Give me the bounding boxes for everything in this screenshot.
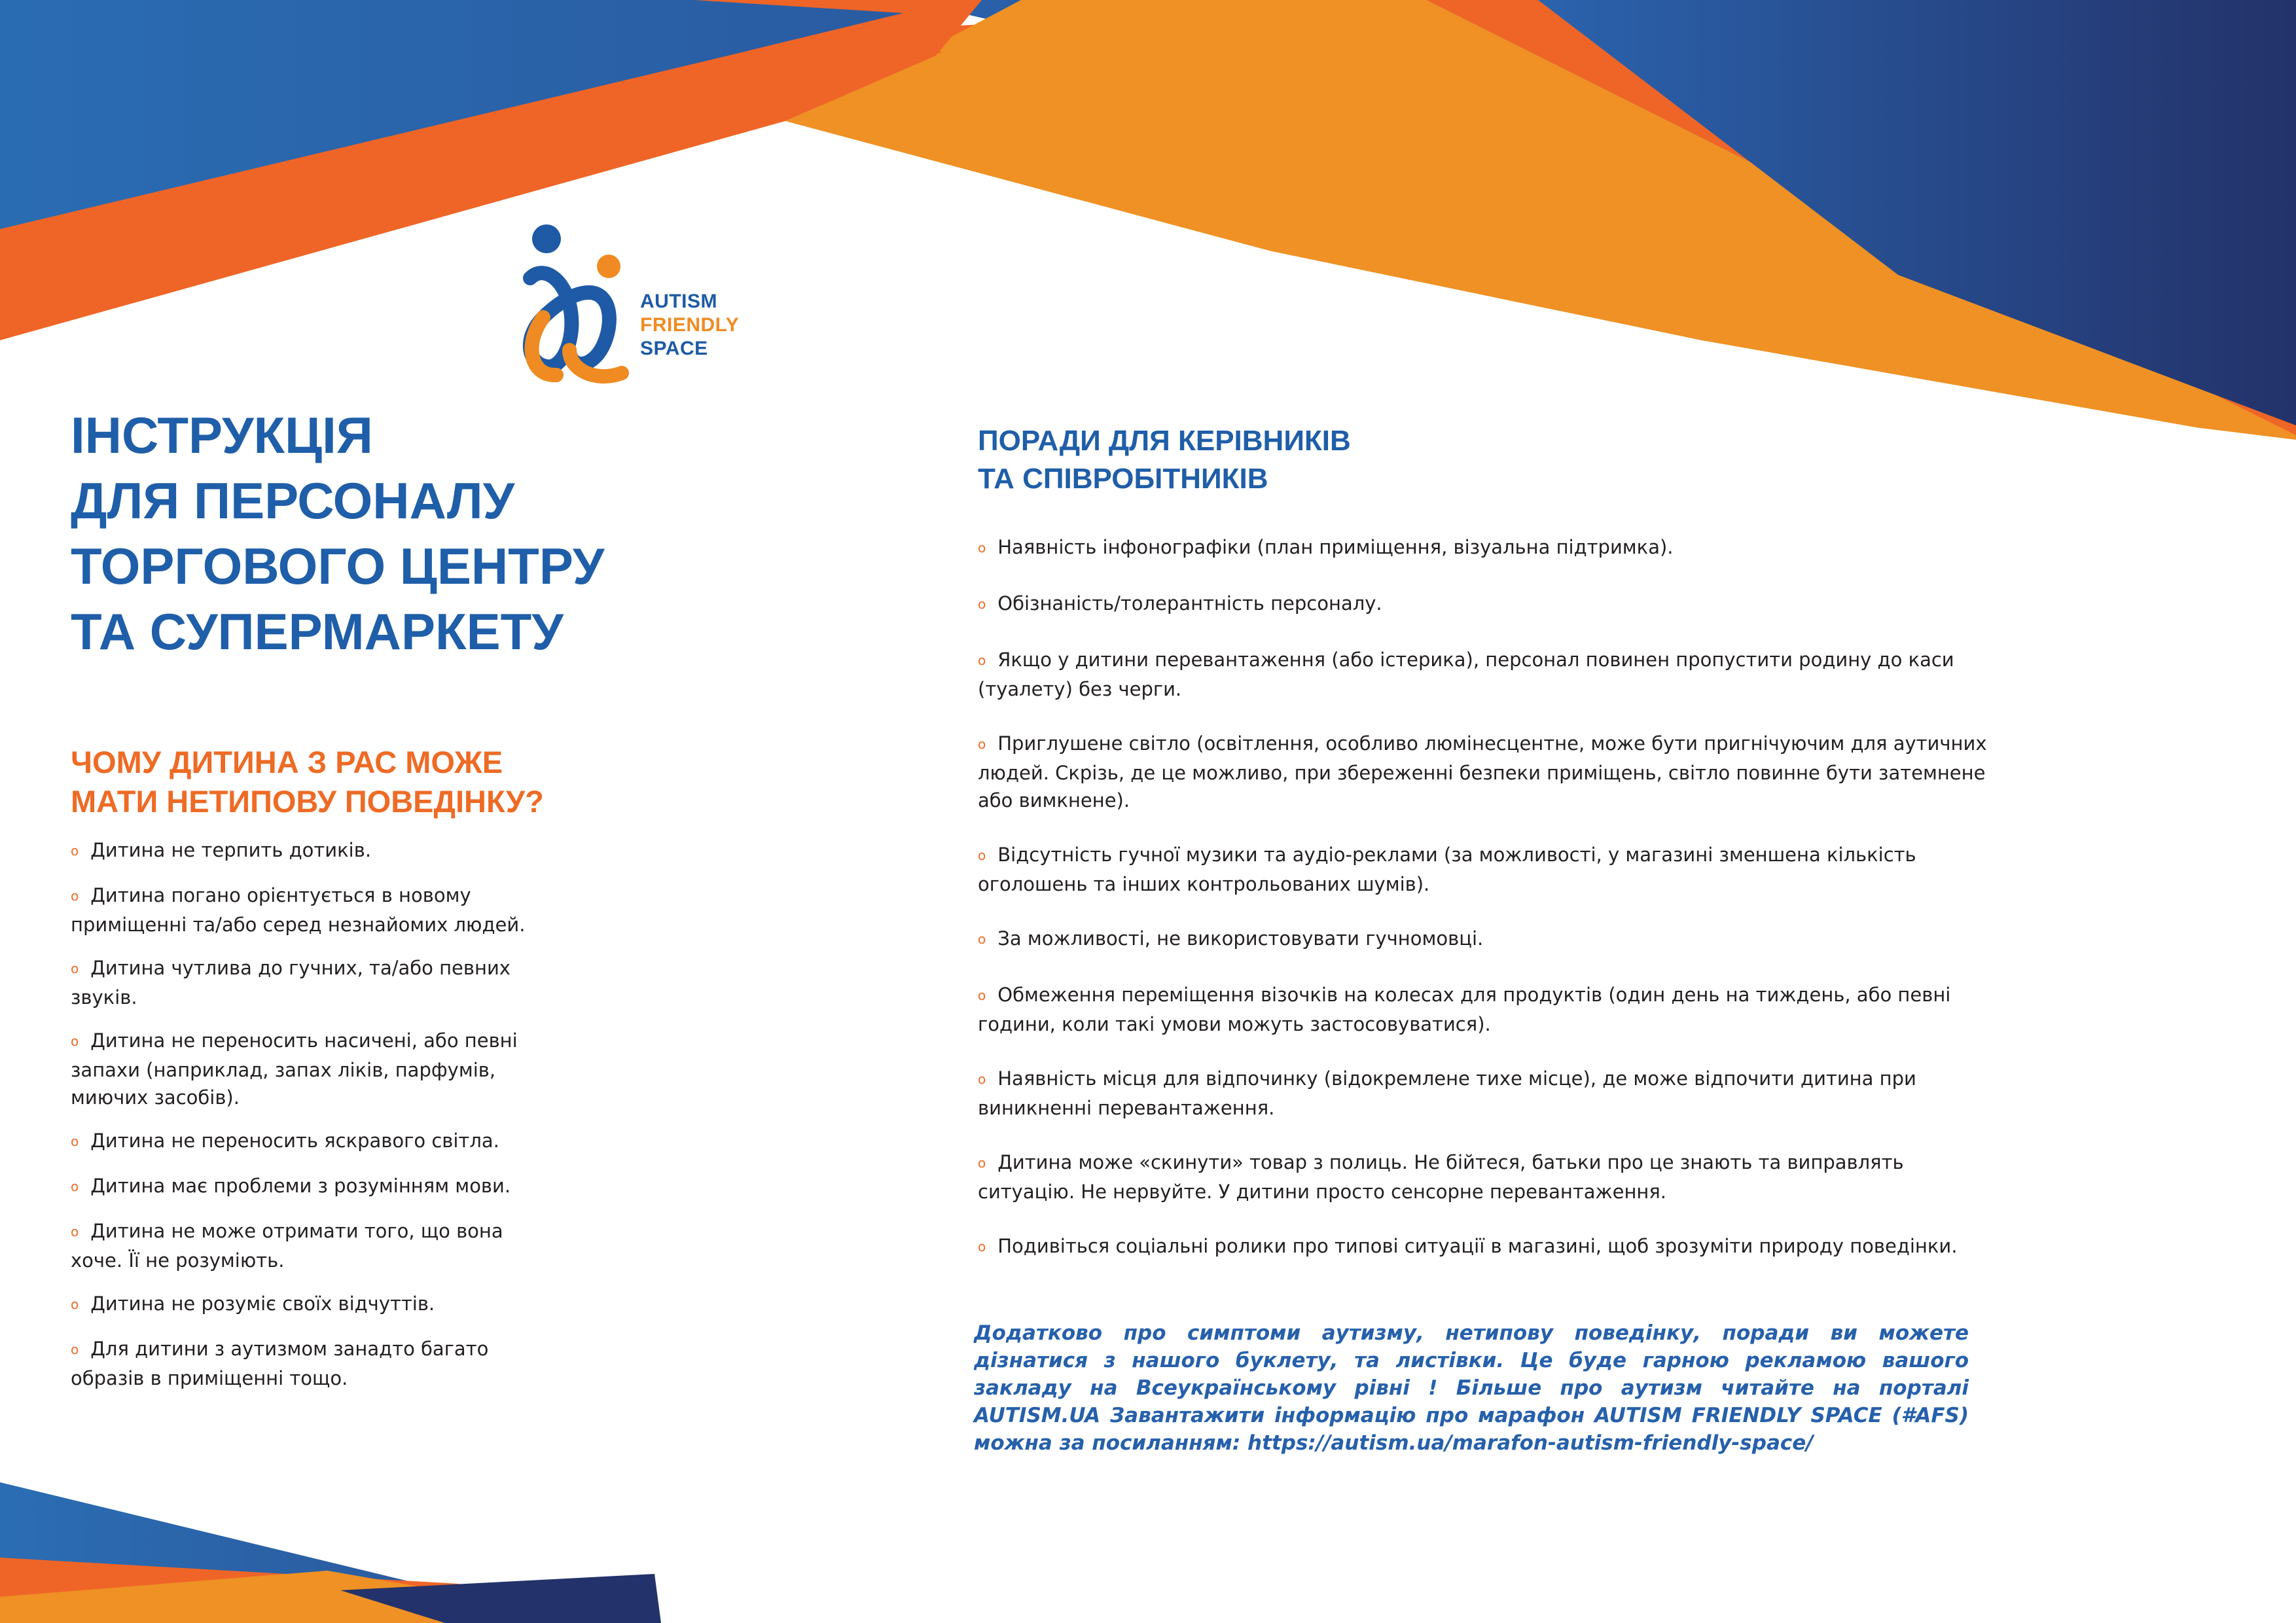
tips-heading bbox=[978, 422, 1351, 498]
bullet-icon: o bbox=[71, 843, 79, 859]
title-line: ТА СУПЕРМАРКЕТУ bbox=[71, 603, 564, 660]
bullet-icon: o bbox=[71, 1296, 79, 1312]
list-item bbox=[978, 730, 1999, 814]
bullet-icon: o bbox=[978, 652, 986, 668]
bullet-icon: o bbox=[978, 847, 986, 863]
list-item-text: Дитина може «скинути» товар з полиць. Не бійтеся, батьки про це знають та виправлять ситуацію. Не нервуйте. У дитини просто сенсорне перевантаження. bbox=[978, 1151, 1904, 1203]
list-item bbox=[978, 925, 1999, 954]
list-item bbox=[978, 981, 1999, 1038]
list-item bbox=[71, 1027, 529, 1111]
list-item-text: Дитина погано орієнтується в новому приміщенні та/або серед незнайомих людей. bbox=[71, 884, 526, 936]
bullet-icon: o bbox=[978, 540, 986, 556]
list-item-text: Дитина не терпить дотиків. bbox=[90, 839, 372, 861]
list-item-text: Наявність місця для відпочинку (відокремлене тихе місце), де може відпочити дитина при виникненні перевантаження. bbox=[978, 1067, 1916, 1119]
list-item bbox=[71, 954, 529, 1011]
logo-text-friendly: FRIENDLY bbox=[640, 314, 740, 336]
list-item bbox=[71, 882, 529, 938]
list-item bbox=[71, 836, 529, 866]
list-item bbox=[71, 1335, 529, 1392]
list-item-text: Дитина не переносить яскравого світла. bbox=[90, 1130, 499, 1152]
list-item-text: Обмеження переміщення візочків на колесах для продуктів (один день на тиждень, або певні години, коли такі умови можуть застосовуватися). bbox=[978, 984, 1951, 1035]
list-item bbox=[978, 590, 1999, 619]
list-item-text: Дитина не розуміє своїх відчуттів. bbox=[90, 1293, 435, 1315]
additional-info-paragraph: Додатково про симптоми аутизму, нетипову поведінку, поради ви можете дізнатися з нашого буклету, та листівки. Це буде гарною рекламою вашого закладу на Всеукраїнському рівні ! Більше про аутизм читайте на порталі AUTISM.UA Завантажити інформацію про марафон AUTISM FRIENDLY SPACE (#AFS) можна за посиланням: https://autism.ua/marafon-autism-friendly-space/ bbox=[974, 1321, 1969, 1455]
list-item bbox=[71, 1217, 529, 1274]
list-item bbox=[978, 533, 1999, 563]
why-atypical-behavior-heading bbox=[71, 743, 544, 821]
list-item bbox=[71, 1290, 529, 1319]
bullet-icon: o bbox=[978, 596, 986, 612]
list-item bbox=[978, 1149, 1999, 1205]
list-item-text: Приглушене світло (освітлення, особливо люмінесцентне, може бути пригнічуючим для аутичних людей. Скрізь, де це можливо, при збереженні безпеки приміщень, світло повинне бути затемнене або вимкнене). bbox=[978, 732, 1987, 812]
reasons-list bbox=[71, 836, 529, 1408]
bullet-icon: o bbox=[71, 961, 79, 976]
logo-text bbox=[640, 290, 739, 361]
bullet-icon: o bbox=[71, 888, 79, 904]
list-item-text: За можливості, не використовувати гучномовці. bbox=[997, 927, 1484, 950]
list-item bbox=[978, 841, 1999, 898]
list-item bbox=[71, 1127, 529, 1156]
logo-figure-icon bbox=[517, 219, 635, 389]
list-item-text: Для дитини з аутизмом занадто багато образів в приміщенні тощо. bbox=[71, 1338, 489, 1389]
bullet-icon: o bbox=[978, 931, 986, 947]
bullet-icon: o bbox=[978, 1155, 986, 1171]
logo-text-autism: AUTISM bbox=[640, 291, 717, 312]
list-item-text: Відсутність гучної музики та аудіо-реклами (за можливості, у магазині зменшена кількість оголошень та інших контрольованих шумів). bbox=[978, 844, 1916, 895]
heading-line: ПОРАДИ ДЛЯ КЕРІВНИКІВ bbox=[978, 425, 1351, 457]
list-item-text: Обізнаність/толерантність персоналу. bbox=[997, 592, 1382, 615]
list-item bbox=[978, 646, 1999, 703]
autism-friendly-space-logo bbox=[517, 219, 766, 389]
list-item-text: Дитина не переносить насичені, або певні запахи (наприклад, запах ліків, парфумів, миючих засобів). bbox=[71, 1029, 518, 1109]
list-item-text: Дитина не може отримати того, що вона хоче. Її не розуміють. bbox=[71, 1220, 503, 1272]
bullet-icon: o bbox=[71, 1133, 79, 1149]
bullet-icon: o bbox=[978, 736, 986, 752]
title-line: ТОРГОВОГО ЦЕНТРУ bbox=[71, 537, 605, 595]
bullet-icon: o bbox=[71, 1033, 79, 1049]
list-item-text: Дитина чутлива до гучних, та/або певних звуків. bbox=[71, 957, 511, 1008]
list-item-text: Подивіться соціальні ролики про типові ситуації в магазині, щоб зрозуміти природу поведінки. bbox=[997, 1235, 1958, 1257]
heading-line: ЧОМУ ДИТИНА З РАС МОЖЕ bbox=[71, 745, 503, 779]
list-item bbox=[978, 1232, 1999, 1262]
list-item-text: Дитина має проблеми з розумінням мови. bbox=[90, 1175, 511, 1197]
list-item bbox=[71, 1172, 529, 1202]
tips-list bbox=[978, 533, 1999, 1289]
bullet-icon: o bbox=[71, 1224, 79, 1240]
list-item-text: Якщо у дитини перевантаження (або істерика), персонал повинен пропустити родину до каси (туалету) без черги. bbox=[978, 649, 1954, 700]
page-title bbox=[71, 402, 604, 664]
bullet-icon: o bbox=[978, 1239, 986, 1255]
title-line: ДЛЯ ПЕРСОНАЛУ bbox=[71, 472, 515, 529]
bullet-icon: o bbox=[71, 1342, 79, 1357]
bullet-icon: o bbox=[978, 1071, 986, 1087]
heading-line: ТА СПІВРОБІТНИКІВ bbox=[978, 463, 1268, 495]
heading-line: МАТИ НЕТИПОВУ ПОВЕДІНКУ? bbox=[71, 784, 544, 819]
list-item-text: Наявність інфонографіки (план приміщення, візуальна підтримка). bbox=[997, 536, 1674, 558]
bullet-icon: o bbox=[978, 988, 986, 1003]
title-line: ІНСТРУКЦІЯ bbox=[71, 406, 373, 464]
logo-text-space: SPACE bbox=[640, 338, 708, 359]
bullet-icon: o bbox=[71, 1179, 79, 1194]
list-item bbox=[978, 1065, 1999, 1122]
